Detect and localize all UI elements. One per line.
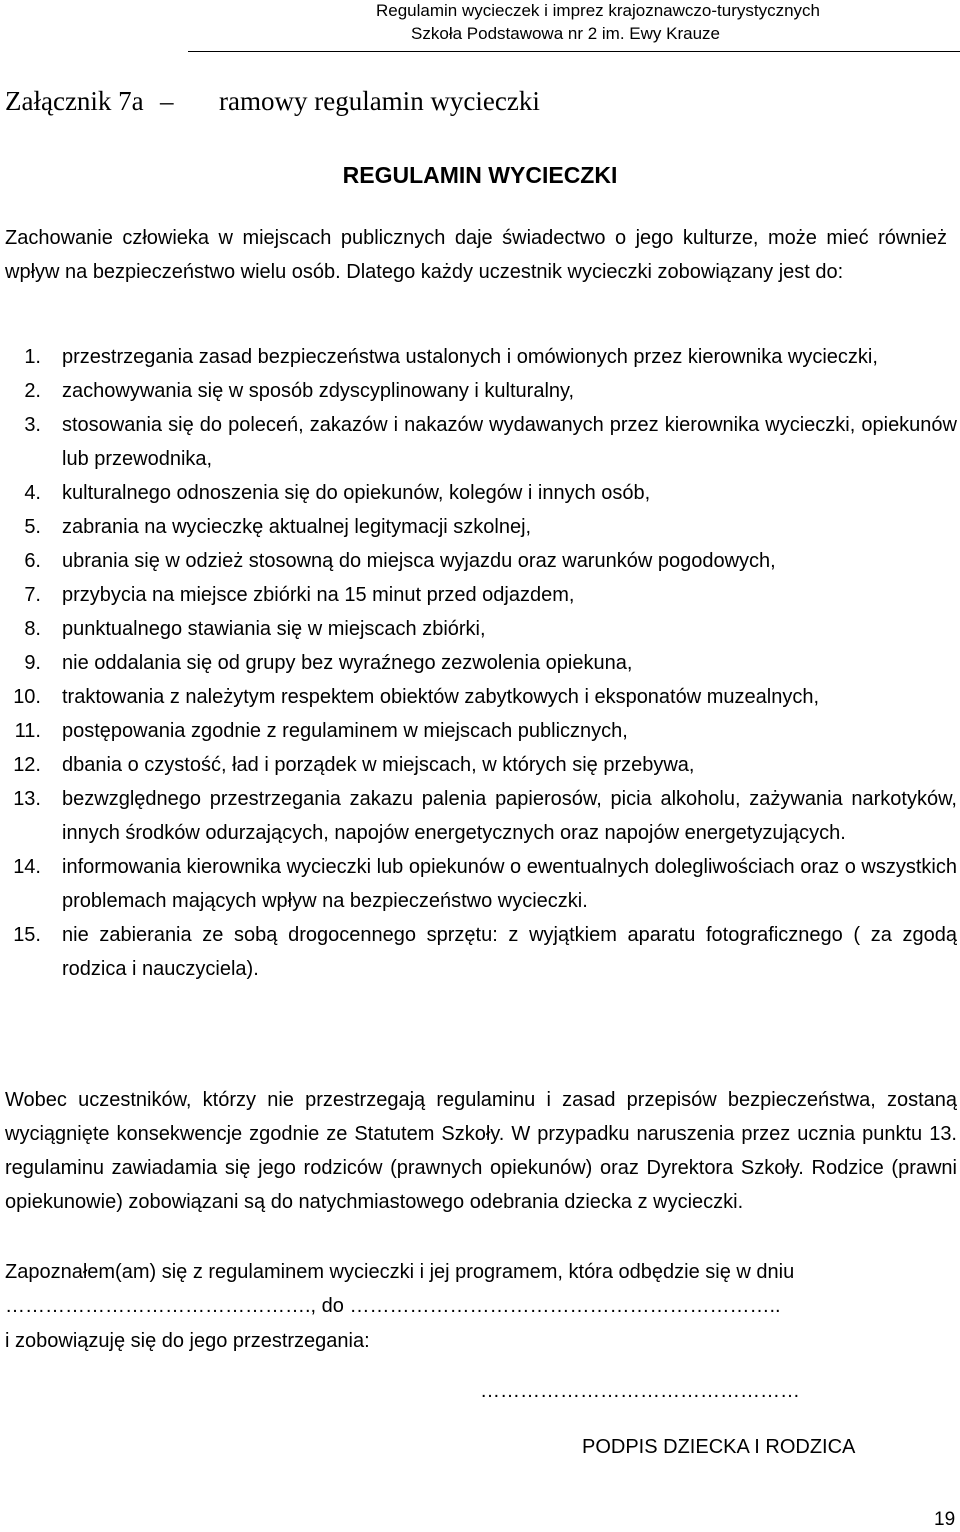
signature-line: ………………………………………… — [480, 1380, 800, 1402]
list-item — [5, 612, 957, 646]
list-item — [5, 476, 957, 510]
list-item — [5, 850, 957, 918]
list-item-number: 4. — [24, 482, 41, 504]
list-item-text: kulturalnego odnoszenia się do opiekunów, kolegów i innych osób, — [62, 482, 651, 504]
list-item-text: nie zabierania ze sobą drogocennego sprzętu: z wyjątkiem aparatu fotograficznego ( za zgodą rodzica i nauczyciela). — [62, 924, 957, 980]
list-item — [5, 748, 957, 782]
list-item — [5, 340, 957, 374]
document-title-text: REGULAMIN WYCIECZKI — [342, 162, 618, 188]
list-item — [5, 578, 957, 612]
list-item — [5, 918, 957, 986]
document-title — [0, 162, 960, 189]
list-item-number: 7. — [24, 584, 41, 606]
list-item-text: postępowania zgodnie z regulaminem w miejscach publicznych, — [62, 720, 628, 742]
list-item-text: bezwzględnego przestrzegania zakazu palenia papierosów, picia alkoholu, zażywania narkotyków, innych środków odurzających, napojów energetycznych oraz napojów energetyzujących. — [62, 788, 957, 844]
list-item-text: zachowywania się w sposób zdyscyplinowany i kulturalny, — [62, 380, 575, 402]
list-item — [5, 510, 957, 544]
list-item-number: 6. — [24, 550, 41, 572]
header-regulation-title: Regulamin wycieczek i imprez krajoznawczo-turystycznych — [375, 1, 820, 20]
list-item-text: przybycia na miejsce zbiórki na 15 minut przed odjazdem, — [62, 584, 575, 606]
list-item — [5, 374, 957, 408]
list-item-text: ubrania się w odzież stosowną do miejsca wyjazdu oraz warunków pogodowych, — [62, 550, 776, 572]
annex-description: ramowy regulamin wycieczki — [219, 86, 540, 116]
list-item — [5, 680, 957, 714]
list-item-number: 5. — [24, 516, 41, 538]
list-item-text: nie oddalania się od grupy bez wyraźnego zezwolenia opiekuna, — [62, 652, 633, 674]
list-item-text: zabrania na wycieczkę aktualnej legitymacji szkolnej, — [62, 516, 532, 538]
list-item-number: 2. — [24, 380, 41, 402]
list-item-number: 1. — [24, 346, 41, 368]
header-school-name: Szkoła Podstawowa nr 2 im. Ewy Krauze — [411, 24, 720, 43]
list-item-text: traktowania z należytym respektem obiektów zabytkowych i eksponatów muzealnych, — [62, 686, 820, 708]
list-item — [5, 782, 957, 850]
list-item-number: 9. — [24, 652, 41, 674]
list-item-number: 13. — [13, 788, 41, 810]
list-item — [5, 646, 957, 680]
acknowledgement-paragraph: Zapoznałem(am) się z regulaminem wycieczki i jej programem, która odbędzie się w dniu — [5, 1261, 795, 1283]
list-item-text: przestrzegania zasad bezpieczeństwa ustalonych i omówionych przez kierownika wycieczki, — [62, 346, 878, 368]
list-item-text: punktualnego stawiania się w miejscach zbiórki, — [62, 618, 486, 640]
list-item-number: 12. — [13, 754, 41, 776]
list-item — [5, 544, 957, 578]
annex-label: Załącznik 7a — [5, 86, 144, 116]
list-item-number: 10. — [13, 686, 41, 708]
list-item-number: 15. — [13, 924, 41, 946]
consequences-paragraph: Wobec uczestników, którzy nie przestrzegają regulaminu i zasad przepisów bezpieczeństwa, zostaną wyciągnięte konsekwencje zgodnie ze Statutem Szkoły. W przypadku naruszenia przez ucznia punktu 13. regulaminu zawiadamia się jego rodziców (prawnych opiekunów) oraz Dyrektora Szkoły. Rodzice (prawni opiekunowie) zobowiązani są do natychmiastowego odebrania dziecka z wycieczki. — [5, 1089, 957, 1213]
intro-paragraph: Zachowanie człowieka w miejscach publicznych daje świadectwo o jego kulturze, może mieć również wpływ na bezpieczeństwo wielu osób. Dlatego każdy uczestnik wycieczki zobowiązany jest do: — [5, 227, 947, 283]
pledge-text: i zobowiązuję się do jego przestrzegania: — [5, 1330, 370, 1352]
header-divider — [188, 51, 960, 52]
list-item-text: informowania kierownika wycieczki lub opiekunów o ewentualnych dolegliwościach oraz o wszystkich problemach mających wpływ na bezpieczeństwo wycieczki. — [62, 856, 957, 912]
list-item-number: 14. — [13, 856, 41, 878]
list-item-number: 8. — [24, 618, 41, 640]
list-item — [5, 714, 957, 748]
page-number: 19 — [934, 1509, 956, 1530]
list-item-number: 11. — [14, 720, 41, 742]
list-item-number: 3. — [24, 414, 41, 436]
page-header — [0, 0, 960, 55]
list-item — [5, 408, 957, 476]
annex-dash: – — [160, 86, 174, 116]
obligations-list — [5, 340, 957, 986]
list-item-text: stosowania się do poleceń, zakazów i nakazów wydawanych przez kierownika wycieczki, opiekunów lub przewodnika, — [62, 414, 957, 470]
list-item-text: dbania o czystość, ład i porządek w miejscach, w których się przebywa, — [62, 754, 695, 776]
signature-label: PODPIS DZIECKA I RODZICA — [582, 1436, 856, 1458]
date-fill-line: ………………………………………., do ……………………………………………………….. — [5, 1295, 781, 1317]
